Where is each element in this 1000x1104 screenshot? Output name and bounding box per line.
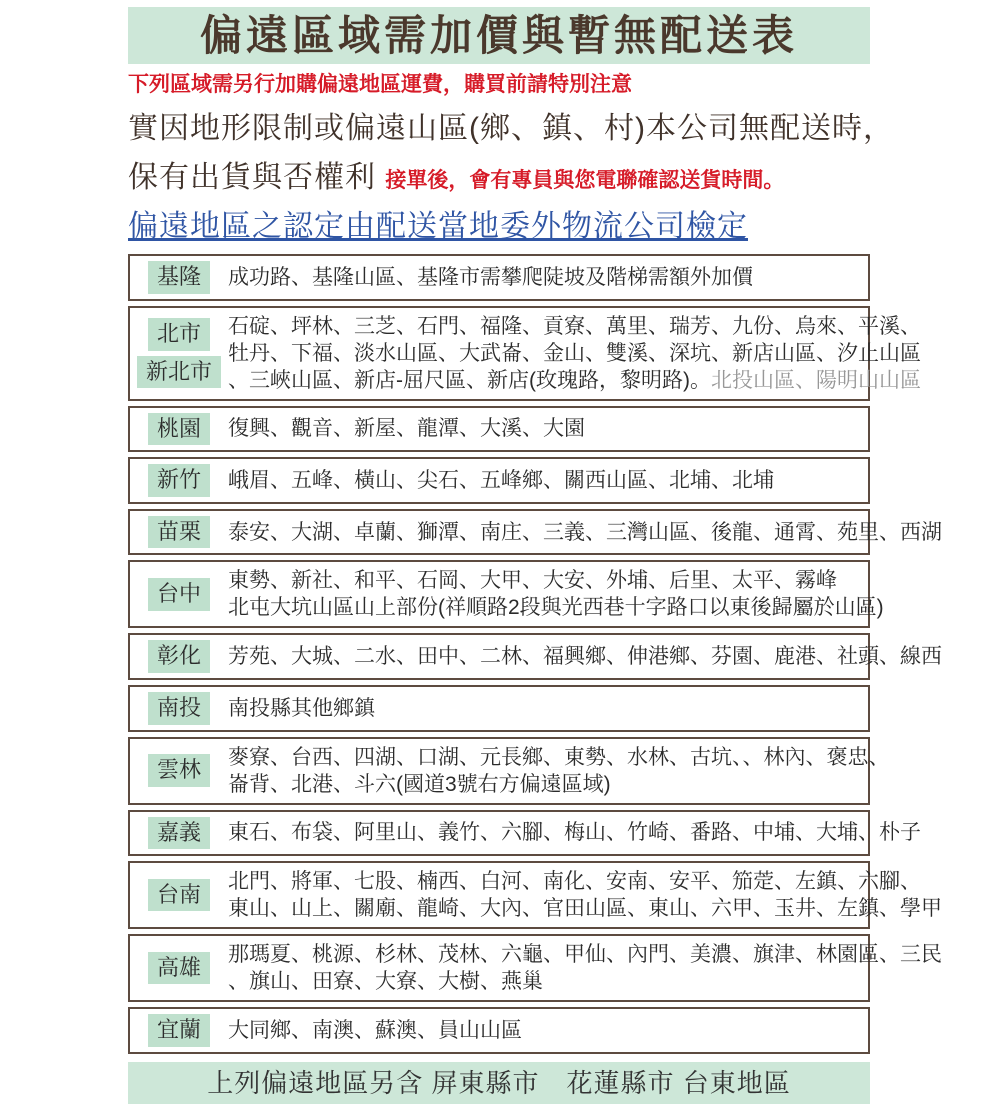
region-areas-line: 牡丹、下福、淡水山區、大武崙、金山、雙溪、深坑、新店山區、汐止山區: [228, 341, 921, 365]
region-label: 新竹: [148, 464, 210, 497]
region-areas-text: 、三峽山區、新店-屈尺區、新店(玫瑰路，黎明路)。: [228, 368, 711, 392]
region-label: 高雄: [148, 952, 210, 985]
region-areas-line: 石碇、坪林、三芝、石門、福隆、貢寮、萬里、瑞芳、九份、烏來、平溪、: [228, 314, 921, 338]
remote-area-notice-page: [128, 7, 942, 1104]
gray-area-note: 北投山區、陽明山山區: [710, 368, 921, 392]
table-row-hsinchu: [128, 457, 870, 504]
region-areas-line: 麥寮、台西、四湖、口湖、元長鄉、東勢、水林、古坑、、林內、褒忠、: [228, 745, 890, 769]
region-label: 桃園: [148, 413, 210, 446]
region-label: 基隆: [148, 261, 210, 294]
certification-note: 偏遠地區之認定由配送當地委外物流公司檢定: [128, 210, 748, 243]
warning-note: 下列區域需另行加購偏遠地區運費，購買前請特別注意: [128, 72, 632, 96]
table-row-yilan: [128, 1007, 870, 1054]
table-row-chiayi: [128, 810, 921, 857]
notice-block: [128, 68, 894, 245]
region-table: [128, 254, 942, 1054]
table-row-taipei-newtaipei: [128, 306, 921, 401]
table-row-taoyuan: [128, 406, 870, 453]
region-label: 雲林: [148, 754, 210, 787]
policy-line-2-black: 保有出貨與否權利: [128, 161, 376, 194]
page-title: 偏遠區域需加價與暫無配送表: [128, 7, 870, 64]
table-row-kaohsiung: [128, 934, 942, 1002]
region-areas-line: 成功路、基隆山區、基隆市需攀爬陡坡及階梯需額外加價: [228, 265, 753, 289]
region-label: 台中: [148, 578, 210, 611]
region-areas-line: 東石、布袋、阿里山、義竹、六腳、梅山、竹崎、番路、中埔、大埔、朴子: [228, 821, 921, 845]
phone-confirm-note: 接單後，會有專員與您電聯確認送貨時間。: [385, 168, 785, 192]
region-areas-line: [228, 367, 921, 394]
region-label: 宜蘭: [148, 1014, 210, 1047]
region-label: 嘉義: [148, 817, 210, 850]
table-row-tainan: [128, 861, 942, 929]
footer-banner: 上列偏遠地區另含 屏東縣市 花蓮縣市 台東地區: [128, 1062, 870, 1104]
region-areas-line: 北門、將軍、七股、楠西、白河、南化、安南、安平、笳萣、左鎮、六腳、: [228, 870, 921, 894]
table-row-nantou: [128, 685, 870, 732]
region-areas-line: 、旗山、田寮、大寮、大樹、燕巢: [228, 970, 543, 994]
table-row-miaoli: [128, 509, 942, 556]
region-areas-line: 北屯大坑山區山上部份(祥順路2段與光西巷十字路口以東後歸屬於山區): [228, 596, 884, 620]
table-row-changhua: [128, 633, 942, 680]
region-label: 新北市: [137, 356, 221, 389]
policy-line-1: 實因地形限制或偏遠山區(鄉、鎮、村)本公司無配送時，: [128, 112, 894, 145]
table-row-keelung: [128, 254, 870, 301]
region-areas-line: 東勢、新社、和平、石岡、大甲、大安、外埔、后里、太平、霧峰: [228, 569, 837, 593]
region-areas-line: 崙背、北港、斗六(國道3號右方偏遠區域): [228, 772, 611, 796]
policy-line-2: [128, 152, 870, 196]
region-label: 苗栗: [148, 516, 210, 549]
region-label: 北市: [148, 318, 210, 351]
region-areas-line: 大同鄉、南澳、蘇澳、員山山區: [228, 1018, 522, 1042]
region-label: 南投: [148, 692, 210, 725]
table-row-yunlin: [128, 737, 890, 805]
region-areas-line: 芳苑、大城、二水、田中、二林、福興鄉、伸港鄉、芬園、鹿港、社頭、線西: [228, 645, 942, 669]
region-areas-line: 南投縣其他鄉鎮: [228, 696, 375, 720]
region-label: 彰化: [148, 640, 210, 673]
region-areas-line: 復興、觀音、新屋、龍潭、大溪、大園: [228, 417, 585, 441]
region-areas-line: 峨眉、五峰、橫山、尖石、五峰鄉、關西山區、北埔、北埔: [228, 468, 774, 492]
region-label: 台南: [148, 879, 210, 912]
region-areas-line: 東山、山上、關廟、龍崎、大內、官田山區、東山、六甲、玉井、左鎮、學甲: [228, 897, 942, 921]
region-areas-line: 泰安、大湖、卓蘭、獅潭、南庄、三義、三灣山區、後龍、通霄、苑里、西湖: [228, 520, 942, 544]
table-row-taichung: [128, 560, 884, 628]
region-areas-line: 那瑪夏、桃源、杉林、茂林、六龜、甲仙、內門、美濃、旗津、林園區、三民: [228, 943, 942, 967]
